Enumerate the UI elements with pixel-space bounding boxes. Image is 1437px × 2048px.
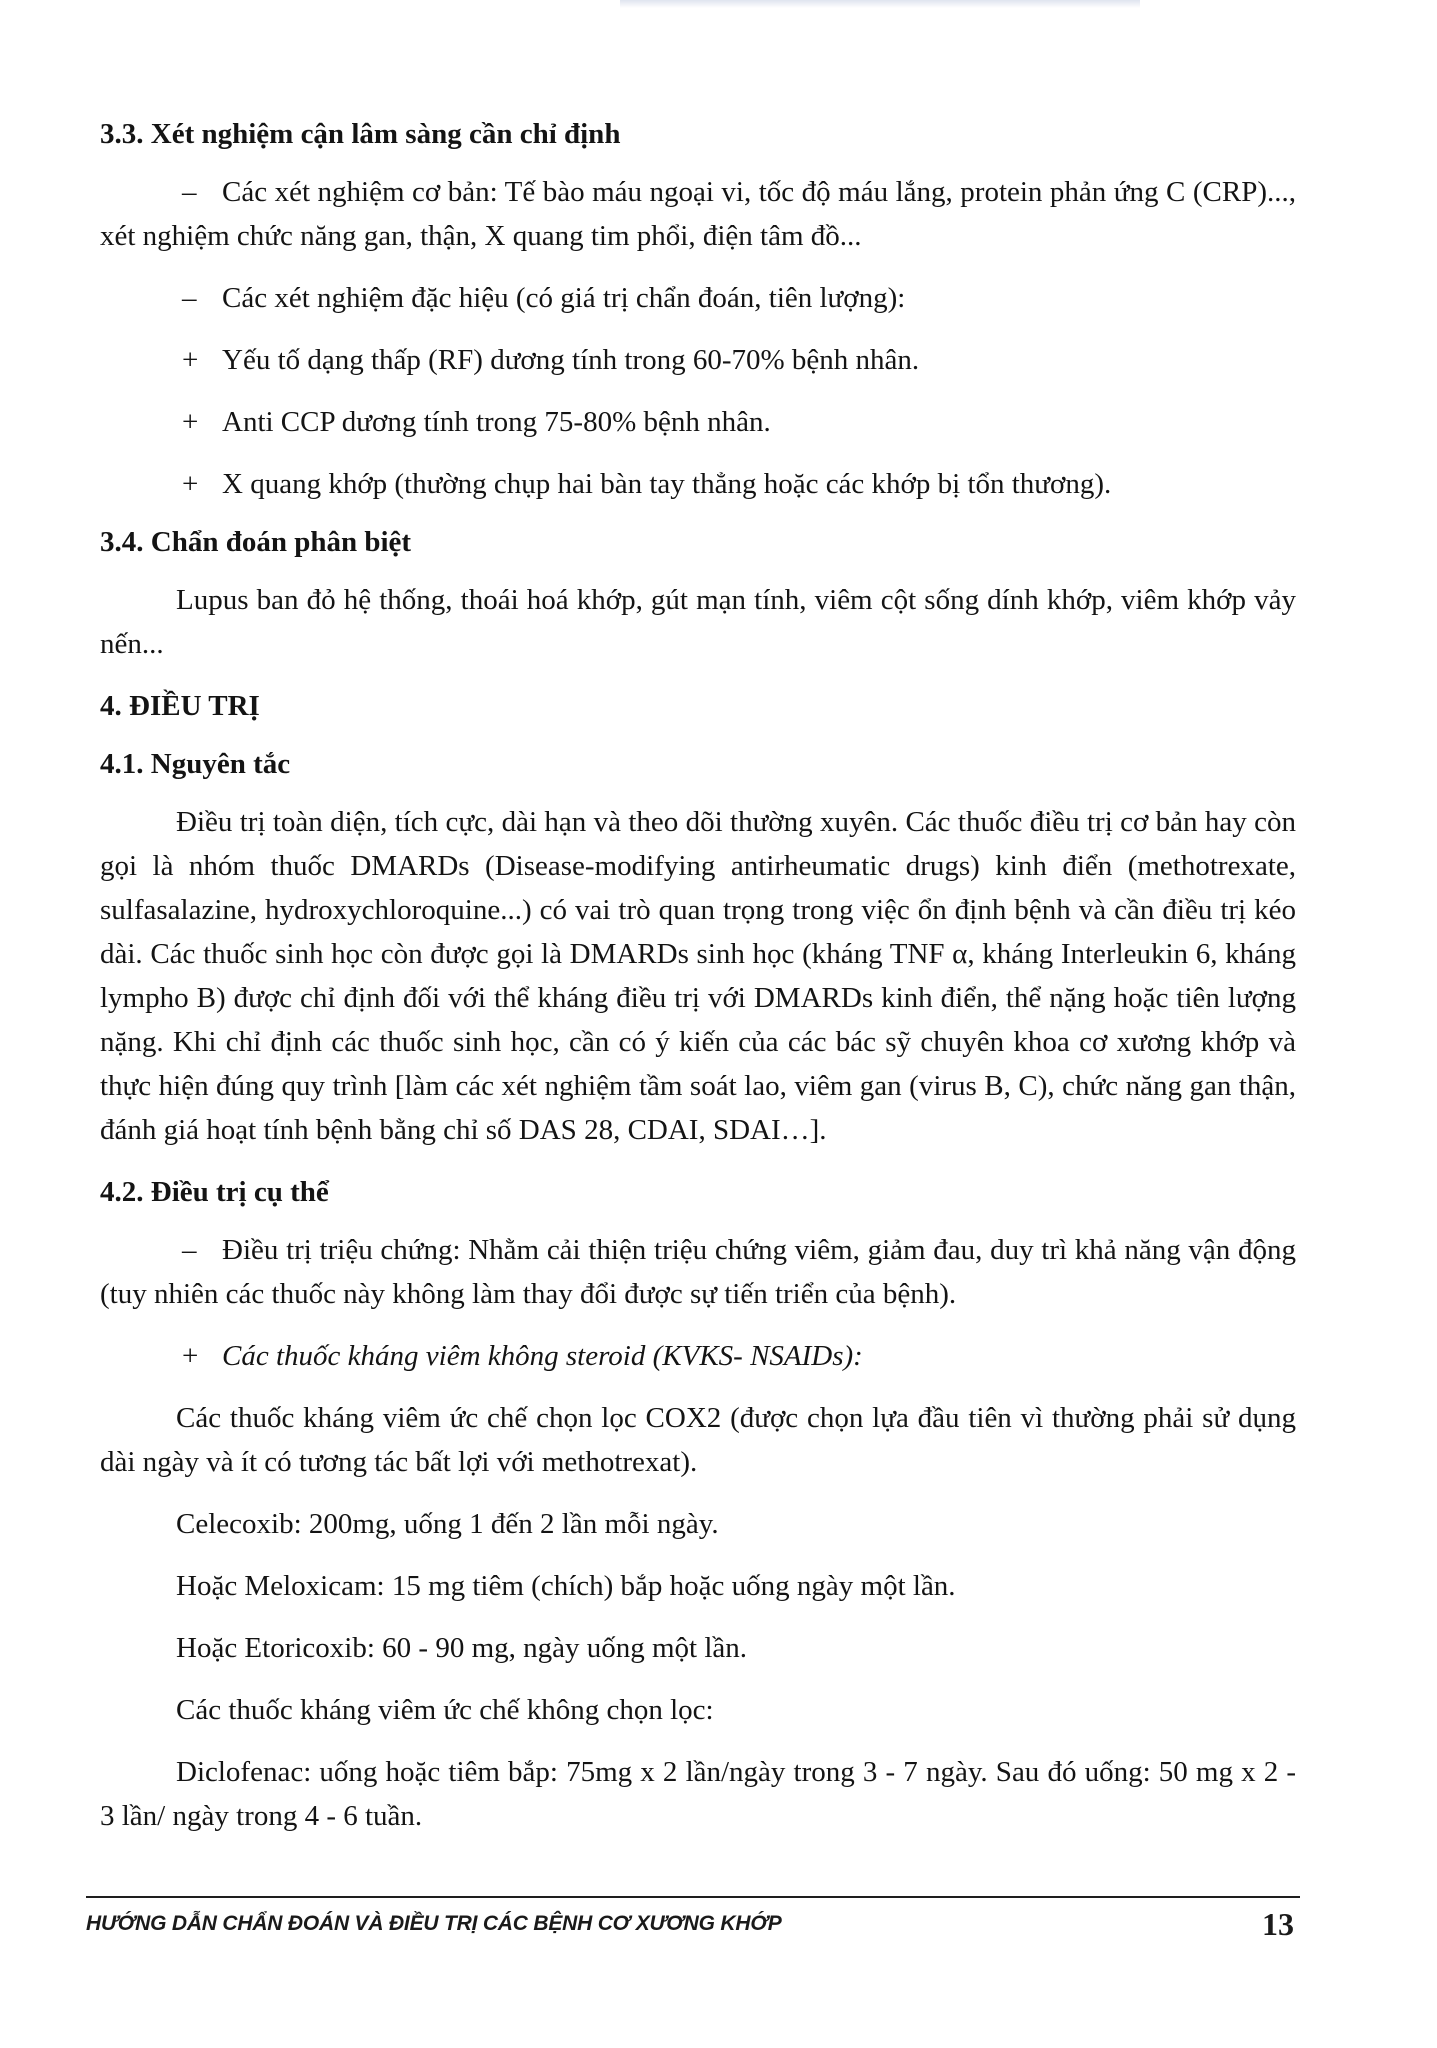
plus-marker: + <box>182 344 199 376</box>
dash-marker: – <box>182 1234 197 1266</box>
paragraph-symptomatic <box>100 1228 1296 1316</box>
dash-marker: – <box>182 282 197 314</box>
specific-tests-text: Các xét nghiệm đặc hiệu (có giá trị chẩn đoán, tiên lượng): <box>222 282 906 314</box>
footer-book-title: HƯỚNG DẪN CHẨN ĐOÁN VÀ ĐIỀU TRỊ CÁC BỆNH CƠ XƯƠNG KHỚP <box>86 1912 782 1935</box>
paragraph-basic-tests <box>100 170 1296 258</box>
heading-4-2: 4.2. Điều trị cụ thể <box>100 1176 329 1208</box>
heading-3-4: 3.4. Chẩn đoán phân biệt <box>100 526 412 558</box>
paragraph-etoricoxib: Hoặc Etoricoxib: 60 - 90 mg, ngày uống một lần. <box>176 1632 748 1664</box>
heading-4-1: 4.1. Nguyên tắc <box>100 748 291 780</box>
dash-marker: – <box>182 176 197 208</box>
heading-3-3: 3.3. Xét nghiệm cận lâm sàng cần chỉ định <box>100 118 621 150</box>
basic-tests-text: Các xét nghiệm cơ bản: Tế bào máu ngoại vi, tốc độ máu lắng, protein phản ứng C (CRP)..., xét nghiệm chức năng gan, thận, X quang tim phổi, điện tâm đồ... <box>100 176 1296 252</box>
plus-marker: + <box>182 406 199 438</box>
paragraph-diclofenac: Diclofenac: uống hoặc tiêm bắp: 75mg x 2 lần/ngày trong 3 - 7 ngày. Sau đó uống: 50 mg x 2 - 3 lần/ ngày trong 4 - 6 tuần. <box>100 1756 1296 1832</box>
plus-marker: + <box>182 1340 199 1372</box>
paragraph-differential: Lupus ban đỏ hệ thống, thoái hoá khớp, gút mạn tính, viêm cột sống dính khớp, viêm khớp vảy nến... <box>100 584 1296 660</box>
list-item-text: X quang khớp (thường chụp hai bàn tay thẳng hoặc các khớp bị tổn thương). <box>222 468 1112 500</box>
paragraph-meloxicam: Hoặc Meloxicam: 15 mg tiêm (chích) bắp hoặc uống ngày một lần. <box>176 1570 956 1602</box>
list-item-text: Anti CCP dương tính trong 75-80% bệnh nhân. <box>222 406 771 438</box>
paragraph-specific-tests <box>100 276 1296 320</box>
page-number: 13 <box>1262 1906 1294 1942</box>
list-item-anti-ccp <box>100 400 1296 444</box>
page-body <box>100 112 1296 1838</box>
symptomatic-text: Điều trị triệu chứng: Nhằm cải thiện triệu chứng viêm, giảm đau, duy trì khả năng vận động (tuy nhiên các thuốc này không làm thay đổi được sự tiến triển của bệnh). <box>100 1234 1296 1310</box>
list-item-rf <box>100 338 1296 382</box>
plus-marker: + <box>182 468 199 500</box>
paragraph-nonselective: Các thuốc kháng viêm ức chế không chọn lọc: <box>176 1694 714 1726</box>
paragraph-celecoxib: Celecoxib: 200mg, uống 1 đến 2 lần mỗi ngày. <box>176 1508 719 1540</box>
nsaids-heading-text: Các thuốc kháng viêm không steroid (KVKS- NSAIDs): <box>222 1340 863 1372</box>
footer-divider <box>86 1896 1300 1898</box>
paragraph-principles: Điều trị toàn diện, tích cực, dài hạn và theo dõi thường xuyên. Các thuốc điều trị cơ bản hay còn gọi là nhóm thuốc DMARDs (Disease-modifying antirheumatic drugs) kinh điển (methotrexate, sulfasalazine, hydroxychloroquine...) có vai trò quan trọng trong việc ổn định bệnh và cần điều trị kéo dài. Các thuốc sinh học còn được gọi là DMARDs sinh học (kháng TNF α, kháng Interleukin 6, kháng lympho B) được chỉ định đối với thể kháng điều trị với DMARDs kinh điển, thể nặng hoặc tiên lượng nặng. Khi chỉ định các thuốc sinh học, cần có ý kiến của các bác sỹ chuyên khoa cơ xương khớp và thực hiện đúng quy trình [làm các xét nghiệm tầm soát lao, viêm gan (virus B, C), chức năng gan thận, đánh giá hoạt tính bệnh bằng chỉ số DAS 28, CDAI, SDAI…]. <box>100 806 1296 1146</box>
list-item-text: Yếu tố dạng thấp (RF) dương tính trong 60-70% bệnh nhân. <box>222 344 920 376</box>
scan-top-edge <box>620 0 1140 8</box>
list-item-nsaids <box>100 1334 1296 1378</box>
paragraph-cox2: Các thuốc kháng viêm ức chế chọn lọc COX2 (được chọn lựa đầu tiên vì thường phải sử dụng dài ngày và ít có tương tác bất lợi với methotrexat). <box>100 1402 1296 1478</box>
heading-4: 4. ĐIỀU TRỊ <box>100 690 260 722</box>
list-item-xray <box>100 462 1296 506</box>
